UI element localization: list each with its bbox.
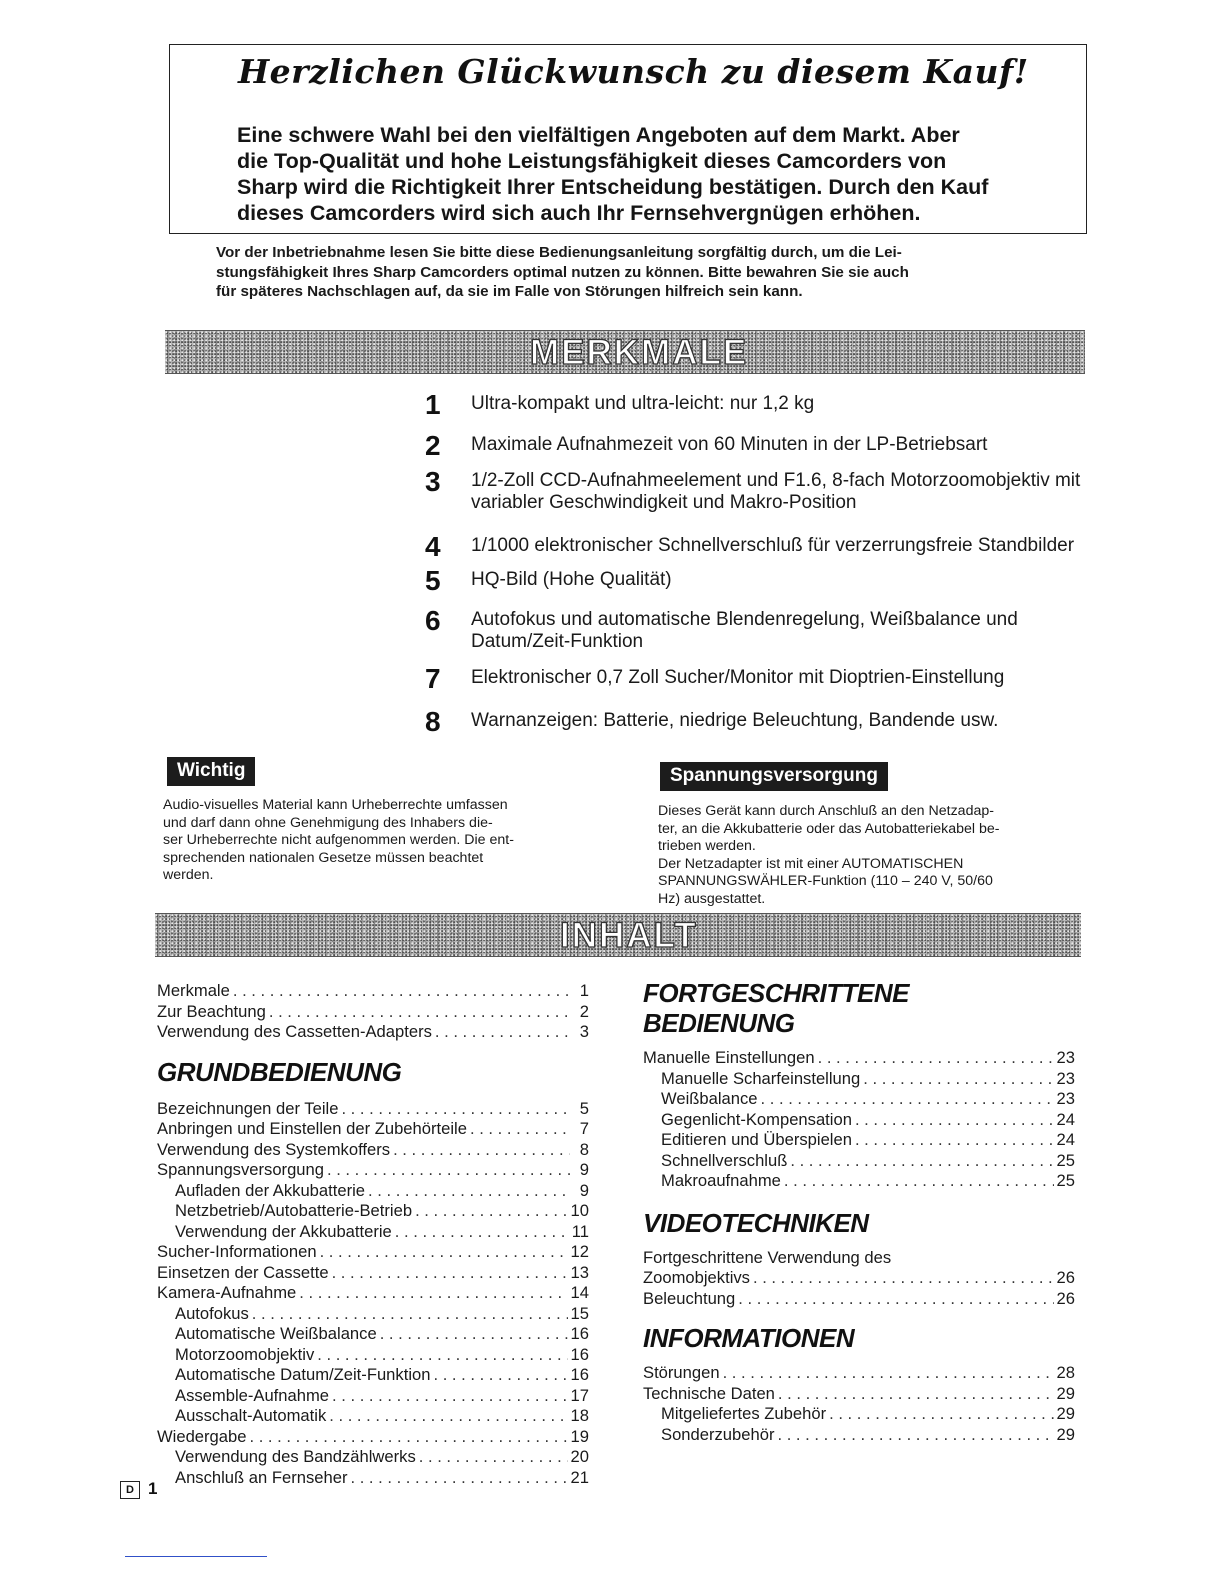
toc-entry [157,1304,589,1325]
feature-number: 7 [425,663,441,694]
important-text [163,797,573,885]
power-line: trieben werden. [658,838,756,854]
toc-entry-page: 18 [570,1406,589,1425]
toc-leader-dots [855,1110,1054,1131]
toc-right-sections [643,978,1075,1445]
page-number: 1 [148,1479,158,1498]
feature-text: Ultra-kompakt und ultra-leicht: nur 1,2 kg [471,393,815,414]
toc-entry-page: 16 [570,1324,589,1343]
toc-leader-dots [863,1069,1053,1090]
toc-entry-page: 13 [570,1262,589,1282]
feature-number: 3 [425,466,441,497]
toc-entry [157,1119,589,1140]
toc-entry-label: Motorzoomobjektiv [175,1344,315,1364]
toc-leader-dots [395,1222,569,1243]
toc-entry [157,1427,589,1448]
toc-leader-dots [790,1151,1053,1172]
header-text [237,122,1037,226]
toc-entry-page: 15 [570,1303,589,1323]
toc-entry-page: 12 [570,1242,589,1261]
power-line: Der Netzadapter ist mit einer AUTOMATISCHEN [658,855,964,872]
footer-rule [125,1556,267,1557]
toc-leader-dots [433,1365,567,1386]
toc-entry-label: Kamera-Aufnahme [157,1283,297,1302]
toc-entry-page: 23 [1056,1048,1075,1067]
toc-entry [157,1406,589,1427]
toc-section-title [643,978,1075,1038]
toc-leader-dots [368,1181,570,1202]
toc-entry-label: Spannungsversorgung [157,1160,324,1179]
language-badge: D [120,1481,140,1499]
toc-leader-dots [419,1447,568,1468]
important-line: sprechenden nationalen Gesetze müssen beachtet [163,849,484,866]
toc-right-section [643,1323,1075,1445]
feature-text: HQ-Bild (Hohe Qualität) [471,569,672,590]
toc-entry [643,1268,1075,1289]
toc-entry-label: Verwendung des Bandzählwerks [175,1447,416,1466]
toc-entry-page: 10 [570,1201,589,1220]
important-line: und darf dann ohne Genehmigung des Inhabers die- [163,814,493,831]
toc-entry-page: 1 [579,981,589,1000]
toc-entry-label: Automatische Weißbalance [175,1324,377,1343]
toc-right-column [643,978,1075,1459]
toc-left-top [157,981,589,1043]
feature-text: 1/2-Zoll CCD-Aufnahmeelement und F1.6, 8-fach Motorzoomobjektiv mit variabler Geschwindigkeit und Makro-Position [471,470,1081,513]
toc-leader-dots [233,981,570,1002]
header-line: die Top-Qualität und hohe Leistungsfähigkeit dieses Camcorders von [237,149,947,173]
toc-leader-dots [320,1242,568,1263]
toc-leader-dots [784,1171,1054,1192]
toc-entry [157,1201,589,1222]
toc-entry-label: Schnellverschluß [661,1150,788,1170]
toc-entry-page: 26 [1056,1288,1075,1308]
toc-entry [157,1263,589,1284]
toc-entry [643,1404,1075,1425]
toc-entry-label: Automatische Datum/Zeit-Funktion [175,1365,431,1384]
toc-entry [157,1242,589,1263]
toc-leader-dots [753,1268,1054,1289]
toc-entry-page: 14 [570,1283,589,1302]
toc-entry-label: Verwendung des Cassetten-Adapters [157,1022,432,1041]
toc-leader-dots [435,1022,570,1043]
toc-entry-page: 24 [1056,1109,1075,1129]
toc-leader-dots [249,1427,567,1448]
toc-section-title-line: INFORMATIONEN [643,1323,855,1353]
toc-entry [157,1181,589,1202]
toc-leader-dots [332,1263,568,1284]
toc-leader-dots [393,1140,570,1161]
toc-entry [157,981,589,1002]
toc-entry-label: Sonderzubehör [661,1424,775,1444]
toc-entry-page: 9 [579,1160,589,1179]
toc-entry-page: 5 [579,1098,589,1118]
toc-entry-page: 28 [1056,1363,1075,1382]
toc-entry [643,1089,1075,1110]
toc-entry [157,1365,589,1386]
feature-number: 4 [425,531,441,562]
toc-leader-dots [350,1468,567,1489]
power-line: SPANNUNGSWÄHLER-Funktion (110 – 240 V, 50/60 [658,873,993,889]
toc-entry [157,1345,589,1366]
toc-left-entries [157,1099,589,1489]
header-line: dieses Camcorders wird sich auch Ihr Fernsehvergnügen erhöhen. [237,201,921,225]
toc-entry-label: Zoomobjektivs [643,1268,750,1287]
toc-leader-dots [317,1345,567,1366]
toc-entry-page: 29 [1056,1424,1075,1444]
toc-entry-label: Gegenlicht-Kompensation [661,1109,852,1129]
toc-leader-dots [252,1304,568,1325]
toc-entry-label: Mitgeliefertes Zubehör [661,1404,827,1423]
toc-entry [643,1069,1075,1090]
toc-entry-label: Autofokus [175,1303,249,1323]
header-line: Eine schwere Wahl bei den vielfältigen Angeboten auf dem Markt. Aber [237,123,960,147]
toc-section-title: GRUNDBEDIENUNG [157,1056,402,1087]
toc-entry-label: Verwendung des Systemkoffers [157,1139,391,1159]
important-line: ser Urheberrechte nicht aufgenommen werden. Die ent- [163,832,514,848]
header-line: Sharp wird die Richtigkeit Ihrer Entscheidung bestätigen. Durch den Kauf [237,175,989,199]
toc-entry [643,1110,1075,1131]
toc-entry-page: 3 [579,1022,589,1041]
intro-text [216,243,1066,302]
toc-entry [643,1363,1075,1384]
toc-entry [157,1002,589,1023]
power-text [658,803,1068,908]
toc-entry [157,1468,589,1489]
toc-entry-label: Anschluß an Fernseher [175,1467,348,1487]
toc-entry-page: 17 [570,1385,589,1405]
feature-text: Warnanzeigen: Batterie, niedrige Beleuchtung, Bandende usw. [471,710,999,731]
toc-entry-page: 26 [1056,1268,1075,1287]
toc-entry-page: 24 [1056,1130,1075,1149]
toc-entry-label: Bezeichnungen der Teile [157,1098,339,1118]
toc-entry [643,1151,1075,1172]
toc-right-section [643,1208,1075,1310]
features-banner [165,330,1085,374]
toc-entry [157,1222,589,1243]
toc-leader-dots [855,1130,1054,1151]
toc-entry-page: 23 [1056,1089,1075,1108]
toc-entry-page: 8 [579,1139,589,1159]
toc-entry [157,1386,589,1407]
toc-entry-page: 16 [570,1344,589,1364]
toc-entry-label: Makroaufnahme [661,1171,781,1190]
power-line: Hz) ausgestattet. [658,890,766,907]
toc-entry [157,1324,589,1345]
toc-entry-page: 9 [579,1180,589,1200]
toc-entry [157,1140,589,1161]
feature-number: 1 [425,389,441,420]
toc-leader-dots [738,1289,1053,1310]
toc-entry [157,1447,589,1468]
important-line: werden. [163,867,214,883]
toc-entry-label: Wiedergabe [157,1426,247,1446]
toc-entry [643,1048,1075,1069]
toc-entry [643,1130,1075,1151]
intro-line: für späteres Nachschlagen auf, da sie im Falle von Störungen hilfreich sein kann. [216,283,803,301]
toc-leader-dots [818,1048,1054,1069]
toc-leader-dots [778,1384,1054,1405]
toc-entry [157,1099,589,1120]
toc-entry-page: 25 [1056,1150,1075,1170]
toc-entry-page: 2 [579,1001,589,1021]
features-banner-label: MERKMALE [530,333,749,372]
toc-leader-dots [777,1425,1053,1446]
toc-entry-label: Ausschalt-Automatik [175,1406,327,1425]
toc-entry-label: Zur Beachtung [157,1001,266,1021]
feature-number: 8 [425,706,441,737]
toc-leader-dots [329,1406,567,1427]
feature-text: Elektronischer 0,7 Zoll Sucher/Monitor mit Dioptrien-Einstellung [471,667,1005,688]
intro-line: stungsfähigkeit Ihres Sharp Camcorders optimal nutzen zu können. Bitte bewahren Sie sie auch [216,263,909,281]
toc-entry-label: Technische Daten [643,1383,775,1403]
feature-number: 5 [425,565,441,596]
feature-number: 2 [425,430,441,461]
toc-entry-label: Assemble-Aufnahme [175,1385,330,1405]
toc-section-title-line: FORTGESCHRITTENE [643,978,909,1008]
toc-banner [155,913,1081,957]
toc-entry [643,1425,1075,1446]
feature-number: 6 [425,605,441,636]
toc-entry-label: Einsetzen der Cassette [157,1262,329,1282]
toc-entry [157,1283,589,1304]
toc-entry-label: Netzbetrieb/Autobatterie-Betrieb [175,1201,413,1220]
toc-entry-label: Sucher-Informationen [157,1242,317,1261]
toc-banner-label: INHALT [560,916,698,955]
toc-section-title [643,1323,1075,1353]
toc-leader-dots [299,1283,567,1304]
toc-entry-page: 29 [1056,1404,1075,1423]
toc-section-title-line: BEDIENUNG [643,1008,795,1038]
toc-leader-dots [829,1404,1053,1425]
feature-text: Autofokus und automatische Blendenregelung, Weißbalance und Datum/Zeit-Funktion [471,609,1018,652]
header-title: Herzlichen Glückwunsch zu diesem Kauf! [238,52,1029,91]
toc-entry-page: 7 [579,1119,589,1138]
toc-leader-dots [332,1386,568,1407]
toc-leader-dots [269,1002,570,1023]
toc-left-column [157,981,589,1488]
toc-leader-dots [415,1201,567,1222]
toc-section-title-line: VIDEOTECHNIKEN [643,1207,869,1238]
toc-leader-dots [327,1160,570,1181]
toc-right-section [643,978,1075,1192]
toc-entry-page: 21 [570,1467,589,1487]
power-line: Dieses Gerät kann durch Anschluß an den Netzadap- [658,803,994,819]
toc-leader-dots [341,1099,570,1120]
power-line: ter, an die Akkubatterie oder das Autobatteriekabel be- [658,820,1000,837]
feature-text: Maximale Aufnahmezeit von 60 Minuten in der LP-Betriebsart [471,434,988,455]
toc-entry-label: Manuelle Scharfeinstellung [661,1068,861,1088]
toc-entry [643,1289,1075,1310]
toc-entry-page: 11 [571,1221,589,1241]
toc-entry-page: 25 [1056,1171,1075,1190]
toc-leader-dots [723,1363,1054,1384]
toc-entry [643,1384,1075,1405]
toc-leader-dots [380,1324,568,1345]
toc-entry-label: Manuelle Einstellungen [643,1048,815,1067]
toc-entry [157,1160,589,1181]
power-label: Spannungsversorgung [660,762,888,791]
toc-entry-label: Verwendung der Akkubatterie [175,1221,392,1241]
toc-section-title [643,1208,1075,1238]
toc-entry-page: 19 [570,1426,589,1446]
toc-entry-label: Merkmale [157,981,230,1000]
toc-entry-label: Aufladen der Akkubatterie [175,1180,366,1200]
toc-entry-page: 29 [1056,1383,1075,1403]
important-line: Audio-visuelles Material kann Urheberrechte umfassen [163,797,508,813]
toc-entry-page: 23 [1056,1068,1075,1088]
feature-text: 1/1000 elektronischer Schnellverschluß für verzerrungsfreie Standbilder [471,535,1075,556]
page-footer [120,1479,157,1499]
toc-entry-label: Anbringen und Einstellen der Zubehörteile [157,1119,467,1138]
toc-entry-label: Störungen [643,1363,720,1382]
intro-line: Vor der Inbetriebnahme lesen Sie bitte diese Bedienungsanleitung sorgfältig durch, um die Lei- [216,244,902,261]
toc-entry-label: Editieren und Überspielen [661,1130,852,1149]
toc-leader-dots [470,1119,570,1140]
important-label: Wichtig [167,757,255,786]
toc-entry-page: 20 [570,1447,589,1466]
toc-entry-page: 16 [570,1365,589,1384]
toc-leader-dots [761,1089,1054,1110]
toc-entry-preline: Fortgeschrittene Verwendung des [643,1247,892,1267]
toc-entry-label: Beleuchtung [643,1288,736,1308]
toc-entry [643,1171,1075,1192]
toc-entry-label: Weißbalance [661,1089,758,1108]
toc-entry [157,1022,589,1043]
